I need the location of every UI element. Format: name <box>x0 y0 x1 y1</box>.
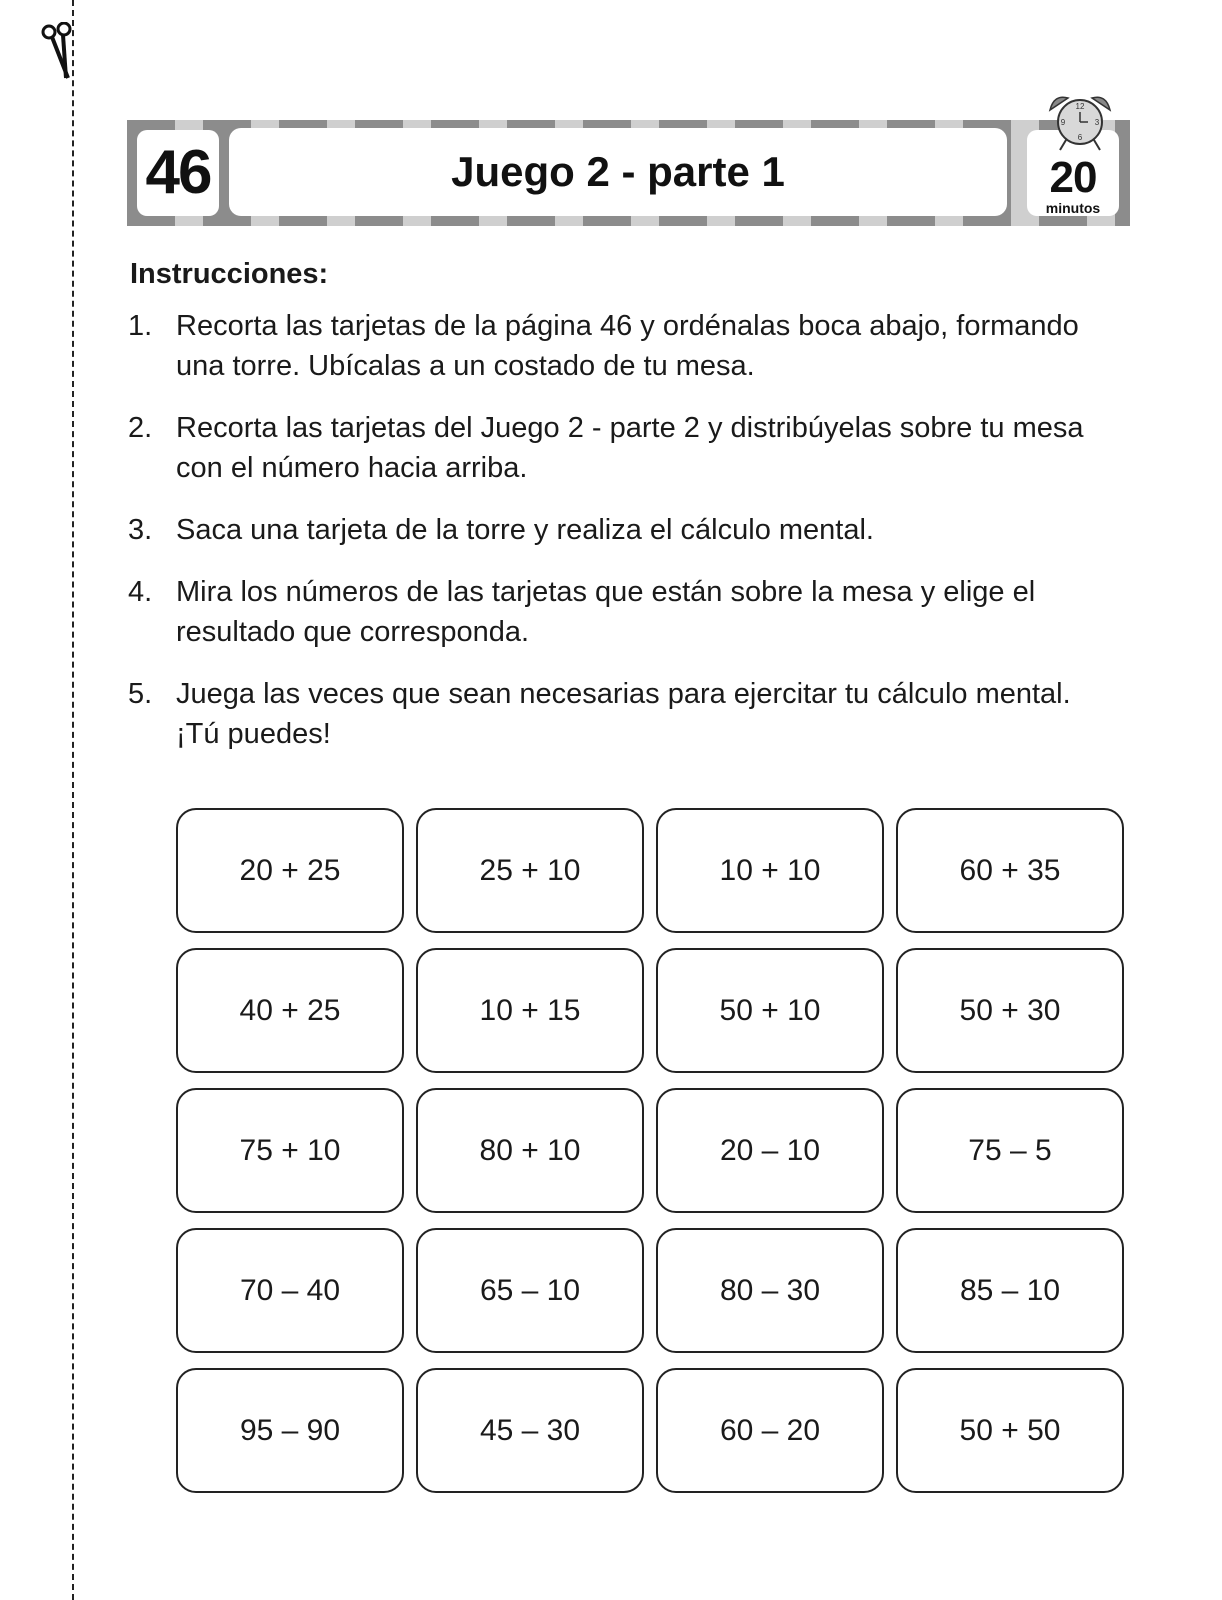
calc-card: 80 + 10 <box>416 1088 644 1213</box>
card-grid <box>176 808 1124 1493</box>
time-value: 20 <box>1049 153 1097 202</box>
instruction-step <box>128 510 1118 550</box>
time-unit: minutos <box>1045 200 1101 216</box>
calc-card: 45 – 30 <box>416 1368 644 1493</box>
calc-card: 95 – 90 <box>176 1368 404 1493</box>
calc-card: 60 + 35 <box>896 808 1124 933</box>
instruction-step <box>128 408 1118 488</box>
alarm-clock-icon <box>1046 90 1114 154</box>
calc-card: 10 + 10 <box>656 808 884 933</box>
step-number: 1. <box>128 310 153 342</box>
step-text: Recorta las tarjetas del Juego 2 - parte 2 y distribúyelas sobre tu mesa con el número hacia arriba. <box>176 412 1084 484</box>
step-number: 2. <box>128 412 153 444</box>
calc-card: 50 + 10 <box>656 948 884 1073</box>
calc-card: 10 + 15 <box>416 948 644 1073</box>
step-number: 5. <box>128 678 153 710</box>
step-number: 4. <box>128 576 153 608</box>
cut-line <box>72 0 74 1600</box>
clock-number-9: 9 <box>1060 118 1066 127</box>
calc-card: 60 – 20 <box>656 1368 884 1493</box>
calc-card: 70 – 40 <box>176 1228 404 1353</box>
calc-card: 50 + 50 <box>896 1368 1124 1493</box>
step-text: Saca una tarjeta de la torre y realiza el cálculo mental. <box>176 514 874 546</box>
calc-card: 65 – 10 <box>416 1228 644 1353</box>
calc-card: 25 + 10 <box>416 808 644 933</box>
calc-card: 85 – 10 <box>896 1228 1124 1353</box>
step-text: Juega las veces que sean necesarias para ejercitar tu cálculo mental. ¡Tú puedes! <box>176 678 1071 750</box>
step-number: 3. <box>128 514 153 546</box>
calc-card: 75 + 10 <box>176 1088 404 1213</box>
page-title: Juego 2 - parte 1 <box>229 128 1007 216</box>
calc-card: 80 – 30 <box>656 1228 884 1353</box>
calc-card: 75 – 5 <box>896 1088 1124 1213</box>
calc-card: 50 + 30 <box>896 948 1124 1073</box>
instruction-step <box>128 674 1118 754</box>
clock-number-3: 3 <box>1094 118 1100 127</box>
scissors-icon <box>40 22 76 80</box>
instructions-heading: Instrucciones: <box>130 258 329 290</box>
calc-card: 20 + 25 <box>176 808 404 933</box>
calc-card: 40 + 25 <box>176 948 404 1073</box>
calc-card: 20 – 10 <box>656 1088 884 1213</box>
instructions-list <box>128 306 1118 776</box>
step-text: Mira los números de las tarjetas que están sobre la mesa y elige el resultado que corresponda. <box>176 576 1036 648</box>
activity-number: 46 <box>137 130 219 216</box>
activity-header <box>127 120 1130 226</box>
step-text: Recorta las tarjetas de la página 46 y ordénalas boca abajo, formando una torre. Ubícalas a un costado de tu mesa. <box>176 310 1079 382</box>
instruction-step <box>128 572 1118 652</box>
clock-number-6: 6 <box>1077 133 1083 142</box>
clock-number-12: 12 <box>1075 102 1085 111</box>
instruction-step <box>128 306 1118 386</box>
